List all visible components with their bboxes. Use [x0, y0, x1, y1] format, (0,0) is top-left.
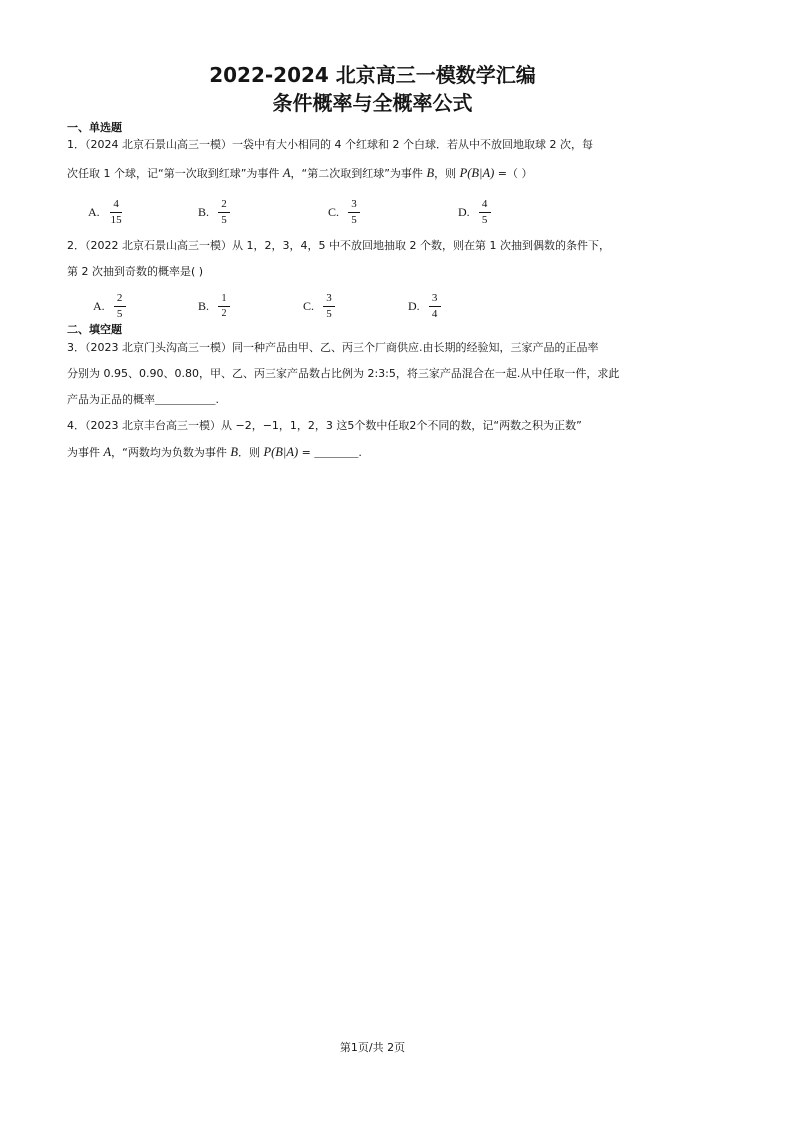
numerator: 3 — [348, 198, 360, 213]
denominator: 2 — [221, 307, 227, 319]
denominator: 5 — [326, 307, 332, 320]
answer-blank: ___________ — [155, 394, 216, 406]
numerator: 1 — [218, 293, 230, 307]
equals-sign: = — [298, 446, 315, 459]
question-1-text: 次任取 1 个球，记“第一次取到红球”为事件 — [67, 167, 283, 180]
conditional-probability-formula: P(B|A) — [459, 166, 495, 180]
denominator: 15 — [110, 213, 122, 226]
fraction — [323, 292, 335, 321]
conditional-probability-formula: P(B|A) — [263, 445, 299, 459]
period: . — [215, 393, 219, 406]
section-heading-fill-in: 二、填空题 — [67, 323, 122, 336]
option-d — [408, 290, 441, 322]
question-1-line-2 — [67, 165, 532, 182]
numerator: 3 — [323, 292, 335, 307]
option-label: B. — [198, 298, 210, 313]
denominator: 4 — [431, 307, 438, 320]
event-b-symbol: B — [230, 445, 238, 459]
numerator: 2 — [114, 292, 126, 307]
event-b-symbol: B — [426, 166, 435, 180]
fraction — [218, 293, 230, 320]
option-c — [328, 196, 360, 228]
option-b — [198, 196, 230, 228]
question-3-line-3 — [67, 392, 219, 408]
question-1-options — [0, 196, 794, 228]
option-label: A. — [93, 298, 105, 313]
answer-blank: ________ — [314, 447, 359, 459]
page-footer: 第1页/共 2页 — [339, 1041, 406, 1054]
fraction — [218, 198, 230, 227]
period: . — [358, 446, 362, 459]
question-4-text: ．则 — [237, 446, 264, 459]
fraction — [348, 198, 360, 227]
option-label: A. — [88, 204, 100, 219]
question-1-text: ，则 — [434, 167, 460, 180]
event-a-symbol: A — [282, 166, 291, 180]
numerator: 4 — [479, 198, 491, 213]
option-c — [303, 290, 335, 322]
option-b — [198, 290, 230, 322]
fraction — [109, 198, 124, 227]
fraction — [429, 292, 441, 321]
question-2-options — [0, 290, 794, 322]
option-a — [93, 290, 126, 322]
question-3-line-2: 分别为 0.95、0.90、0.80，甲、乙、丙三家产品数占比例为 2:3:5，将三家产品混合在一起.从中任取一件，求此 — [67, 367, 620, 380]
question-4-line-1: 4．（2023 北京丰台高三一模）从 −2，−1，1，2，3 这5个数中任取2个不同的数，记“两数之积为正数” — [67, 419, 582, 432]
numerator: 4 — [110, 198, 122, 213]
answer-bracket: =（ ） — [494, 167, 533, 180]
fraction — [479, 198, 491, 227]
page-subtitle: 条件概率与全概率公式 — [272, 91, 473, 115]
fraction — [114, 292, 126, 321]
option-label: D. — [408, 298, 420, 313]
numerator: 3 — [429, 292, 441, 307]
option-label: C. — [328, 204, 340, 219]
question-4-text: ，“两数均为负数为事件 — [111, 446, 231, 459]
option-label: D. — [458, 204, 470, 219]
question-4-line-2 — [67, 444, 362, 461]
section-heading-single-choice: 一、单选题 — [67, 121, 122, 134]
question-2-line-1: 2．（2022 北京石景山高三一模）从 1，2，3，4，5 中不放回地抽取 2 个数，则在第 1 次抽到偶数的条件下， — [67, 239, 610, 252]
option-label: B. — [198, 204, 210, 219]
question-4-text: 为事件 — [67, 446, 104, 459]
numerator: 2 — [218, 198, 230, 213]
denominator: 5 — [221, 213, 227, 226]
question-1-line-1: 1．（2024 北京石景山高三一模）一袋中有大小相同的 4 个红球和 2 个白球．若从中不放回地取球 2 次，每 — [67, 138, 593, 151]
denominator: 5 — [351, 213, 357, 226]
question-2-line-2: 第 2 次抽到奇数的概率是( ) — [67, 265, 204, 278]
question-1-text: ，“第二次取到红球”为事件 — [290, 167, 427, 180]
question-3-text: 产品为正品的概率 — [67, 393, 155, 406]
denominator: 5 — [481, 213, 488, 226]
page-title: 2022-2024 北京高三一模数学汇编 — [209, 63, 536, 87]
option-d — [458, 196, 491, 228]
option-a — [88, 196, 124, 228]
denominator: 5 — [116, 307, 123, 320]
option-label: C. — [303, 298, 315, 313]
question-3-line-1: 3．（2023 北京门头沟高三一模）同一种产品由甲、乙、丙三个厂商供应.由长期的经验知，三家产品的正品率 — [67, 341, 599, 354]
event-a-symbol: A — [103, 445, 112, 459]
